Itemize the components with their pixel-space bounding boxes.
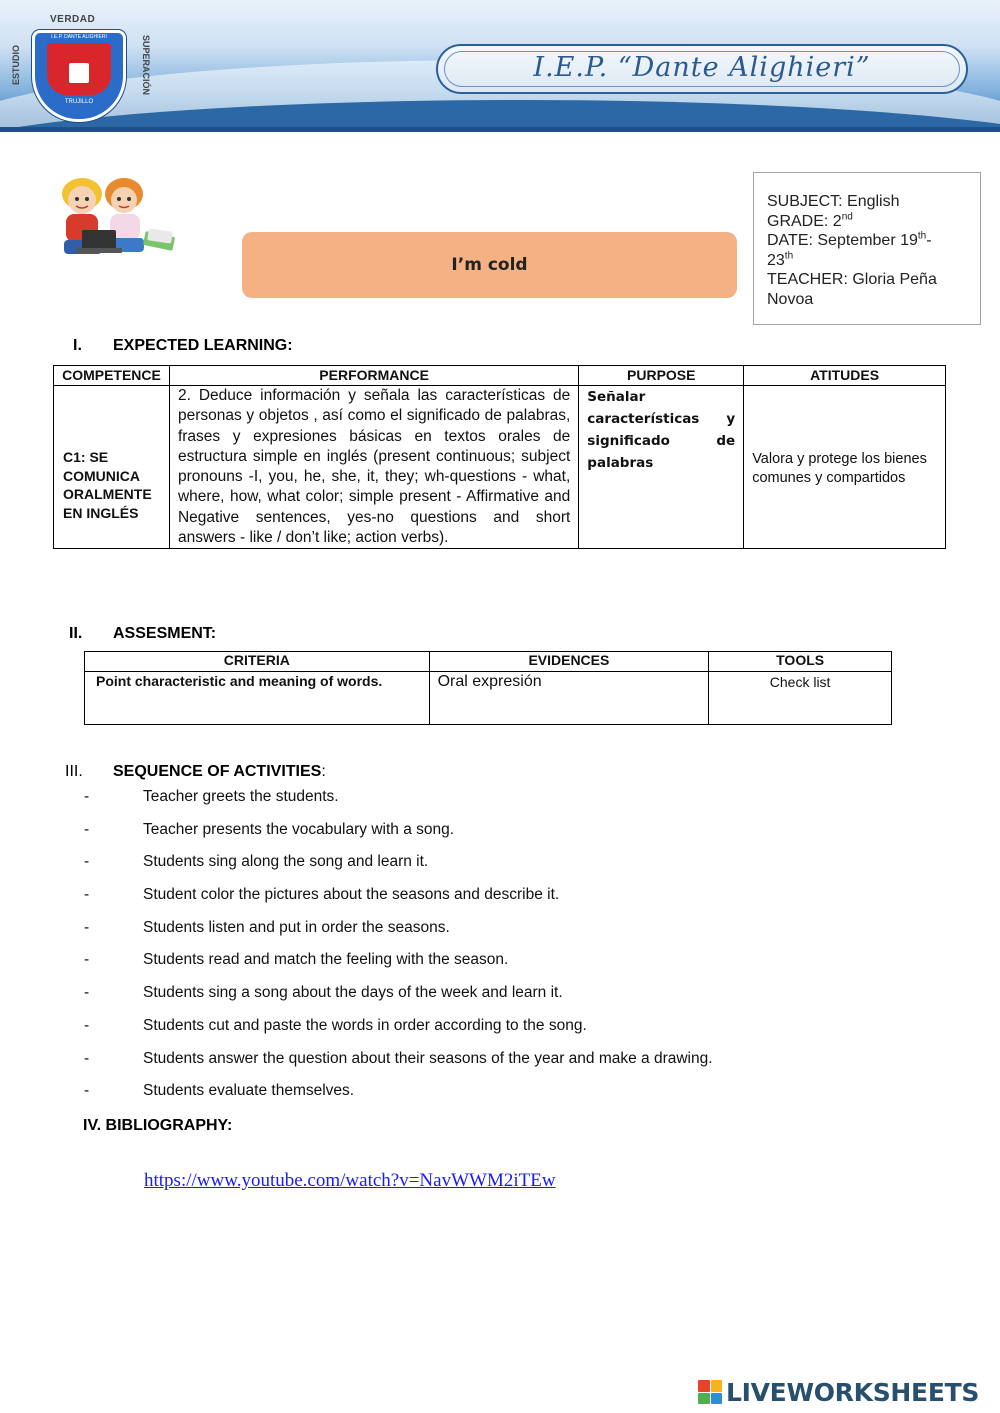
- date-dash: -: [926, 232, 932, 249]
- table-row: [54, 386, 946, 549]
- criteria-cell: Point characteristic and meaning of words.: [85, 672, 430, 725]
- section-number: I.: [73, 337, 82, 354]
- banner-divider: [0, 127, 1000, 132]
- date-line: [767, 231, 968, 251]
- date-end-line: [767, 251, 968, 271]
- header-criteria: CRITERIA: [85, 652, 430, 672]
- header-evidences: EVIDENCES: [429, 652, 709, 672]
- logo-right-word: SUPERACIÓN: [141, 34, 152, 96]
- logo-square: [698, 1393, 710, 1405]
- table-row: [85, 672, 892, 725]
- section-activities-heading: [65, 763, 326, 781]
- list-item: [84, 1050, 884, 1083]
- school-title-frame: [436, 44, 968, 94]
- date-suffix-end: th: [784, 250, 794, 262]
- activity-text: Students cut and paste the words in order according to the song.: [143, 1016, 587, 1034]
- competence-cell: C1: SE COMUNICA ORALMENTE EN INGLÉS: [54, 386, 170, 549]
- subject-line: SUBJECT: English: [767, 193, 900, 210]
- logo-square: [698, 1380, 710, 1392]
- performance-cell: 2. Deduce información y señala las características de personas y objetos , así como el significado de palabras, frases y expresiones básicas en textos orales de estructura simple en inglés (present continuous; subject pronouns -I, you, he, she, it, they; wh-questions - what, where, how, what color; simple present - Affirmative and Negative sentences, yes-no questions and short answers - like / don’t like; action verbs).: [169, 386, 578, 549]
- shield-emblem: [47, 43, 111, 95]
- section-title: SEQUENCE OF ACTIVITIES: [113, 763, 322, 780]
- date-end: 23: [767, 251, 785, 269]
- purpose-cell: Señalar características y significado de palabras: [579, 386, 744, 549]
- bullet-dash: -: [84, 886, 90, 904]
- logo-left-word: ESTUDIO: [11, 44, 22, 86]
- bullet-dash: -: [84, 1049, 90, 1067]
- header-tools: TOOLS: [709, 652, 892, 672]
- date-label: DATE: September 19: [767, 232, 918, 249]
- section-number: III.: [65, 763, 83, 780]
- section-bibliography-heading: IV. BIBLIOGRAPHY:: [83, 1117, 233, 1134]
- section-title: EXPECTED LEARNING:: [113, 337, 293, 354]
- activity-text: Teacher greets the students.: [143, 788, 339, 805]
- list-item: [84, 919, 884, 952]
- section-title-colon: :: [321, 763, 326, 780]
- activity-text: Students answer the question about their seasons of the year and make a drawing.: [143, 1049, 713, 1067]
- list-item: [84, 1082, 884, 1115]
- lesson-topic: I’m cold: [451, 255, 528, 275]
- brand-text: LIVEWORKSHEETS: [726, 1377, 980, 1407]
- activities-list: [84, 788, 884, 1115]
- book-icon: [69, 63, 89, 83]
- activity-text: Students sing along the song and learn it.: [143, 853, 429, 871]
- bullet-dash: -: [84, 951, 90, 969]
- logo-top-word: VERDAD: [50, 14, 96, 25]
- list-item: [84, 788, 884, 821]
- activity-text: Teacher presents the vocabulary with a song.: [143, 820, 455, 838]
- bullet-dash: -: [84, 788, 90, 805]
- assesment-table: [84, 651, 892, 725]
- header-attitudes: ATITUDES: [744, 366, 946, 386]
- table-header-row: [54, 366, 946, 386]
- activity-text: Student color the pictures about the seasons and describe it.: [143, 886, 560, 904]
- bullet-dash: -: [84, 1016, 90, 1034]
- list-item: [84, 1017, 884, 1050]
- header-competence: COMPETENCE: [54, 366, 170, 386]
- grade-line: [767, 212, 968, 232]
- lesson-topic-box: [242, 232, 737, 298]
- section-expected-learning-heading: [73, 337, 293, 355]
- list-item: [84, 951, 884, 984]
- school-logo: [10, 8, 150, 123]
- header-performance: PERFORMANCE: [169, 366, 578, 386]
- activity-text: Students read and match the feeling with the season.: [143, 951, 509, 969]
- evidences-cell: Oral expresión: [429, 672, 709, 725]
- teacher-line: TEACHER: Gloria Peña Novoa: [767, 271, 937, 308]
- grade-suffix: nd: [841, 211, 853, 223]
- logo-inner-top: I.E.P. DANTE ALIGHIERI: [51, 34, 107, 40]
- attitudes-cell: Valora y protege los bienes comunes y compartidos: [744, 386, 946, 549]
- tools-cell: Check list: [709, 672, 892, 725]
- activity-text: Students listen and put in order the seasons.: [143, 918, 450, 936]
- table-header-row: [85, 652, 892, 672]
- section-number: II.: [69, 625, 83, 642]
- bullet-dash: -: [84, 984, 90, 1002]
- bullet-dash: -: [84, 918, 90, 936]
- bibliography-link[interactable]: https://www.youtube.com/watch?v=NavWWM2iTEw: [144, 1170, 556, 1191]
- bullet-dash: -: [84, 820, 90, 838]
- list-item: [84, 886, 884, 919]
- section-assesment-heading: [69, 625, 216, 643]
- logo-square: [711, 1393, 723, 1405]
- activity-text: Students evaluate themselves.: [143, 1082, 355, 1100]
- list-item: [84, 853, 884, 886]
- liveworksheets-brand[interactable]: [698, 1376, 979, 1408]
- shield-icon: [32, 30, 126, 122]
- list-item: [84, 821, 884, 854]
- kids-with-laptop-illustration: [52, 172, 182, 262]
- logo-square: [711, 1380, 723, 1392]
- date-suffix-start: th: [917, 230, 927, 242]
- expected-learning-table: [53, 365, 946, 549]
- section-title: ASSESMENT:: [113, 625, 217, 642]
- lesson-info-box: [753, 172, 981, 325]
- activity-text: Students sing a song about the days of the week and learn it.: [143, 984, 563, 1002]
- liveworksheets-logo-icon: [698, 1380, 722, 1404]
- grade-label: GRADE: 2: [767, 212, 842, 230]
- school-title: I.E.P. “Dante Alighieri”: [533, 52, 871, 83]
- header-purpose: PURPOSE: [579, 366, 744, 386]
- logo-inner-bottom: TRUJILLO: [64, 99, 94, 105]
- list-item: [84, 984, 884, 1017]
- bullet-dash: -: [84, 853, 90, 871]
- bullet-dash: -: [84, 1082, 90, 1100]
- header-banner: [0, 0, 1000, 132]
